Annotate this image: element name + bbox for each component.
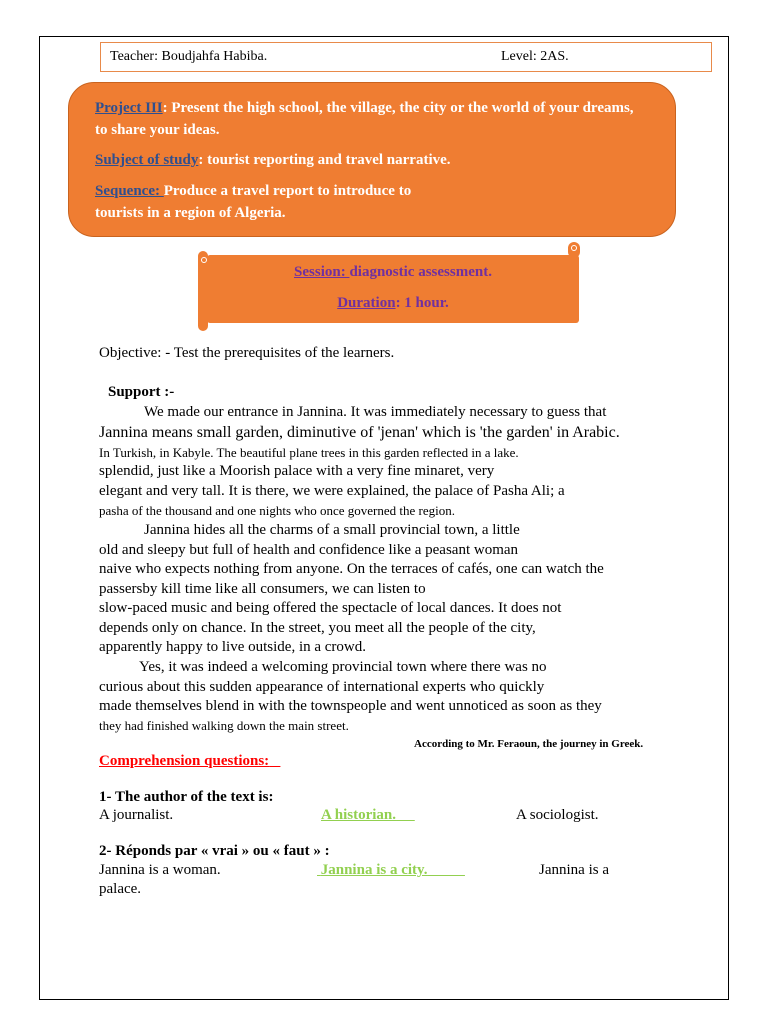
teacher-name: Teacher: Boudjahfa Habiba.	[110, 49, 268, 64]
session-label: Session:	[294, 264, 350, 280]
sequence-line-1	[95, 181, 411, 201]
q1-option-sociologist: A sociologist.	[516, 807, 599, 823]
duration-line	[207, 295, 579, 312]
passage-line: We made our entrance in Jannina. It was immediately necessary to guess that	[144, 404, 607, 420]
project-line-1	[95, 98, 634, 118]
source-citation: According to Mr. Feraoun, the journey in Greek.	[414, 738, 644, 750]
passage-line: slow-paced music and being offered the spectacle of local dances. It does not	[99, 600, 562, 616]
q2-option-palace-cont: palace.	[99, 881, 142, 897]
subject-line	[95, 150, 451, 170]
q2-option-city	[317, 861, 465, 880]
q1-option-journalist: A journalist.	[99, 807, 174, 823]
passage-line: made themselves blend in with the townspeople and went unnoticed as soon as they	[99, 698, 602, 714]
passage-line: pasha of the thousand and one nights who once governed the region.	[99, 503, 455, 518]
passage-line: Jannina hides all the charms of a small provincial town, a little	[144, 522, 520, 538]
project-line-2: to share your ideas.	[95, 122, 220, 138]
scroll-curl-dot-right	[571, 245, 577, 251]
passage-line: In Turkish, in Kabyle. The beautiful plane trees in this garden reflected in a lake.	[99, 445, 519, 460]
q2-option-woman: Jannina is a woman.	[99, 862, 221, 878]
passage-line: apparently happy to live outside, in a crowd.	[99, 639, 367, 655]
sequence-label: Sequence:	[95, 183, 164, 199]
passage-line: passersby kill time like all consumers, we can listen to	[99, 581, 426, 597]
q1-option-historian	[321, 806, 415, 825]
passage-line: depends only on chance. In the street, you meet all the people of the city,	[99, 620, 536, 636]
question-1-title: 1- The author of the text is:	[99, 789, 274, 805]
session-text: diagnostic assessment.	[349, 264, 492, 280]
q2-option-palace: Jannina is a	[539, 862, 609, 878]
passage-line: curious about this sudden appearance of international experts who quickly	[99, 679, 545, 695]
session-line	[207, 264, 579, 281]
passage-line: splendid, just like a Moorish palace with a very fine minaret, very	[99, 463, 495, 479]
project-box	[68, 82, 676, 237]
comprehension-title-underline	[269, 753, 280, 769]
comprehension-title-text: Comprehension questions:	[99, 753, 270, 769]
passage-line: Jannina means small garden, diminutive of 'jenan' which is 'the garden' in Arabic.	[99, 424, 620, 441]
level: Level: 2AS.	[501, 49, 569, 64]
passage-line: elegant and very tall. It is there, we were explained, the palace of Pasha Ali; a	[99, 483, 565, 499]
q1-option-historian-text: A historian.	[321, 807, 397, 823]
passage-line: Yes, it was indeed a welcoming provincial town where there was no	[139, 659, 547, 675]
duration-text: : 1 hour.	[395, 295, 449, 311]
header-box	[100, 42, 712, 72]
session-scroll-banner	[197, 242, 583, 332]
passage-line: old and sleepy but full of health and confidence like a peasant woman	[99, 542, 519, 558]
question-2-title: 2- Réponds par « vrai » ou « faut » :	[99, 843, 330, 859]
duration-label: Duration	[337, 295, 396, 311]
passage-line: naive who expects nothing from anyone. On the terraces of cafés, one can watch the	[99, 561, 604, 577]
comprehension-title	[99, 752, 280, 771]
passage-line: they had finished walking down the main street.	[99, 718, 349, 733]
objective: Objective: - Test the prerequisites of the learners.	[99, 345, 395, 361]
project-text-1: : Present the high school, the village, the city or the world of your dreams,	[162, 100, 634, 116]
q2-option-city-text: Jannina is a city.	[320, 862, 428, 878]
subject-label: Subject of study	[95, 152, 199, 168]
sequence-text-1: Produce a travel report to introduce to	[163, 183, 412, 199]
support-label: Support :-	[108, 384, 175, 400]
sequence-line-2: tourists in a region of Algeria.	[95, 205, 286, 221]
subject-text: : tourist reporting and travel narrative.	[198, 152, 451, 168]
project-label: Project III	[95, 100, 163, 116]
